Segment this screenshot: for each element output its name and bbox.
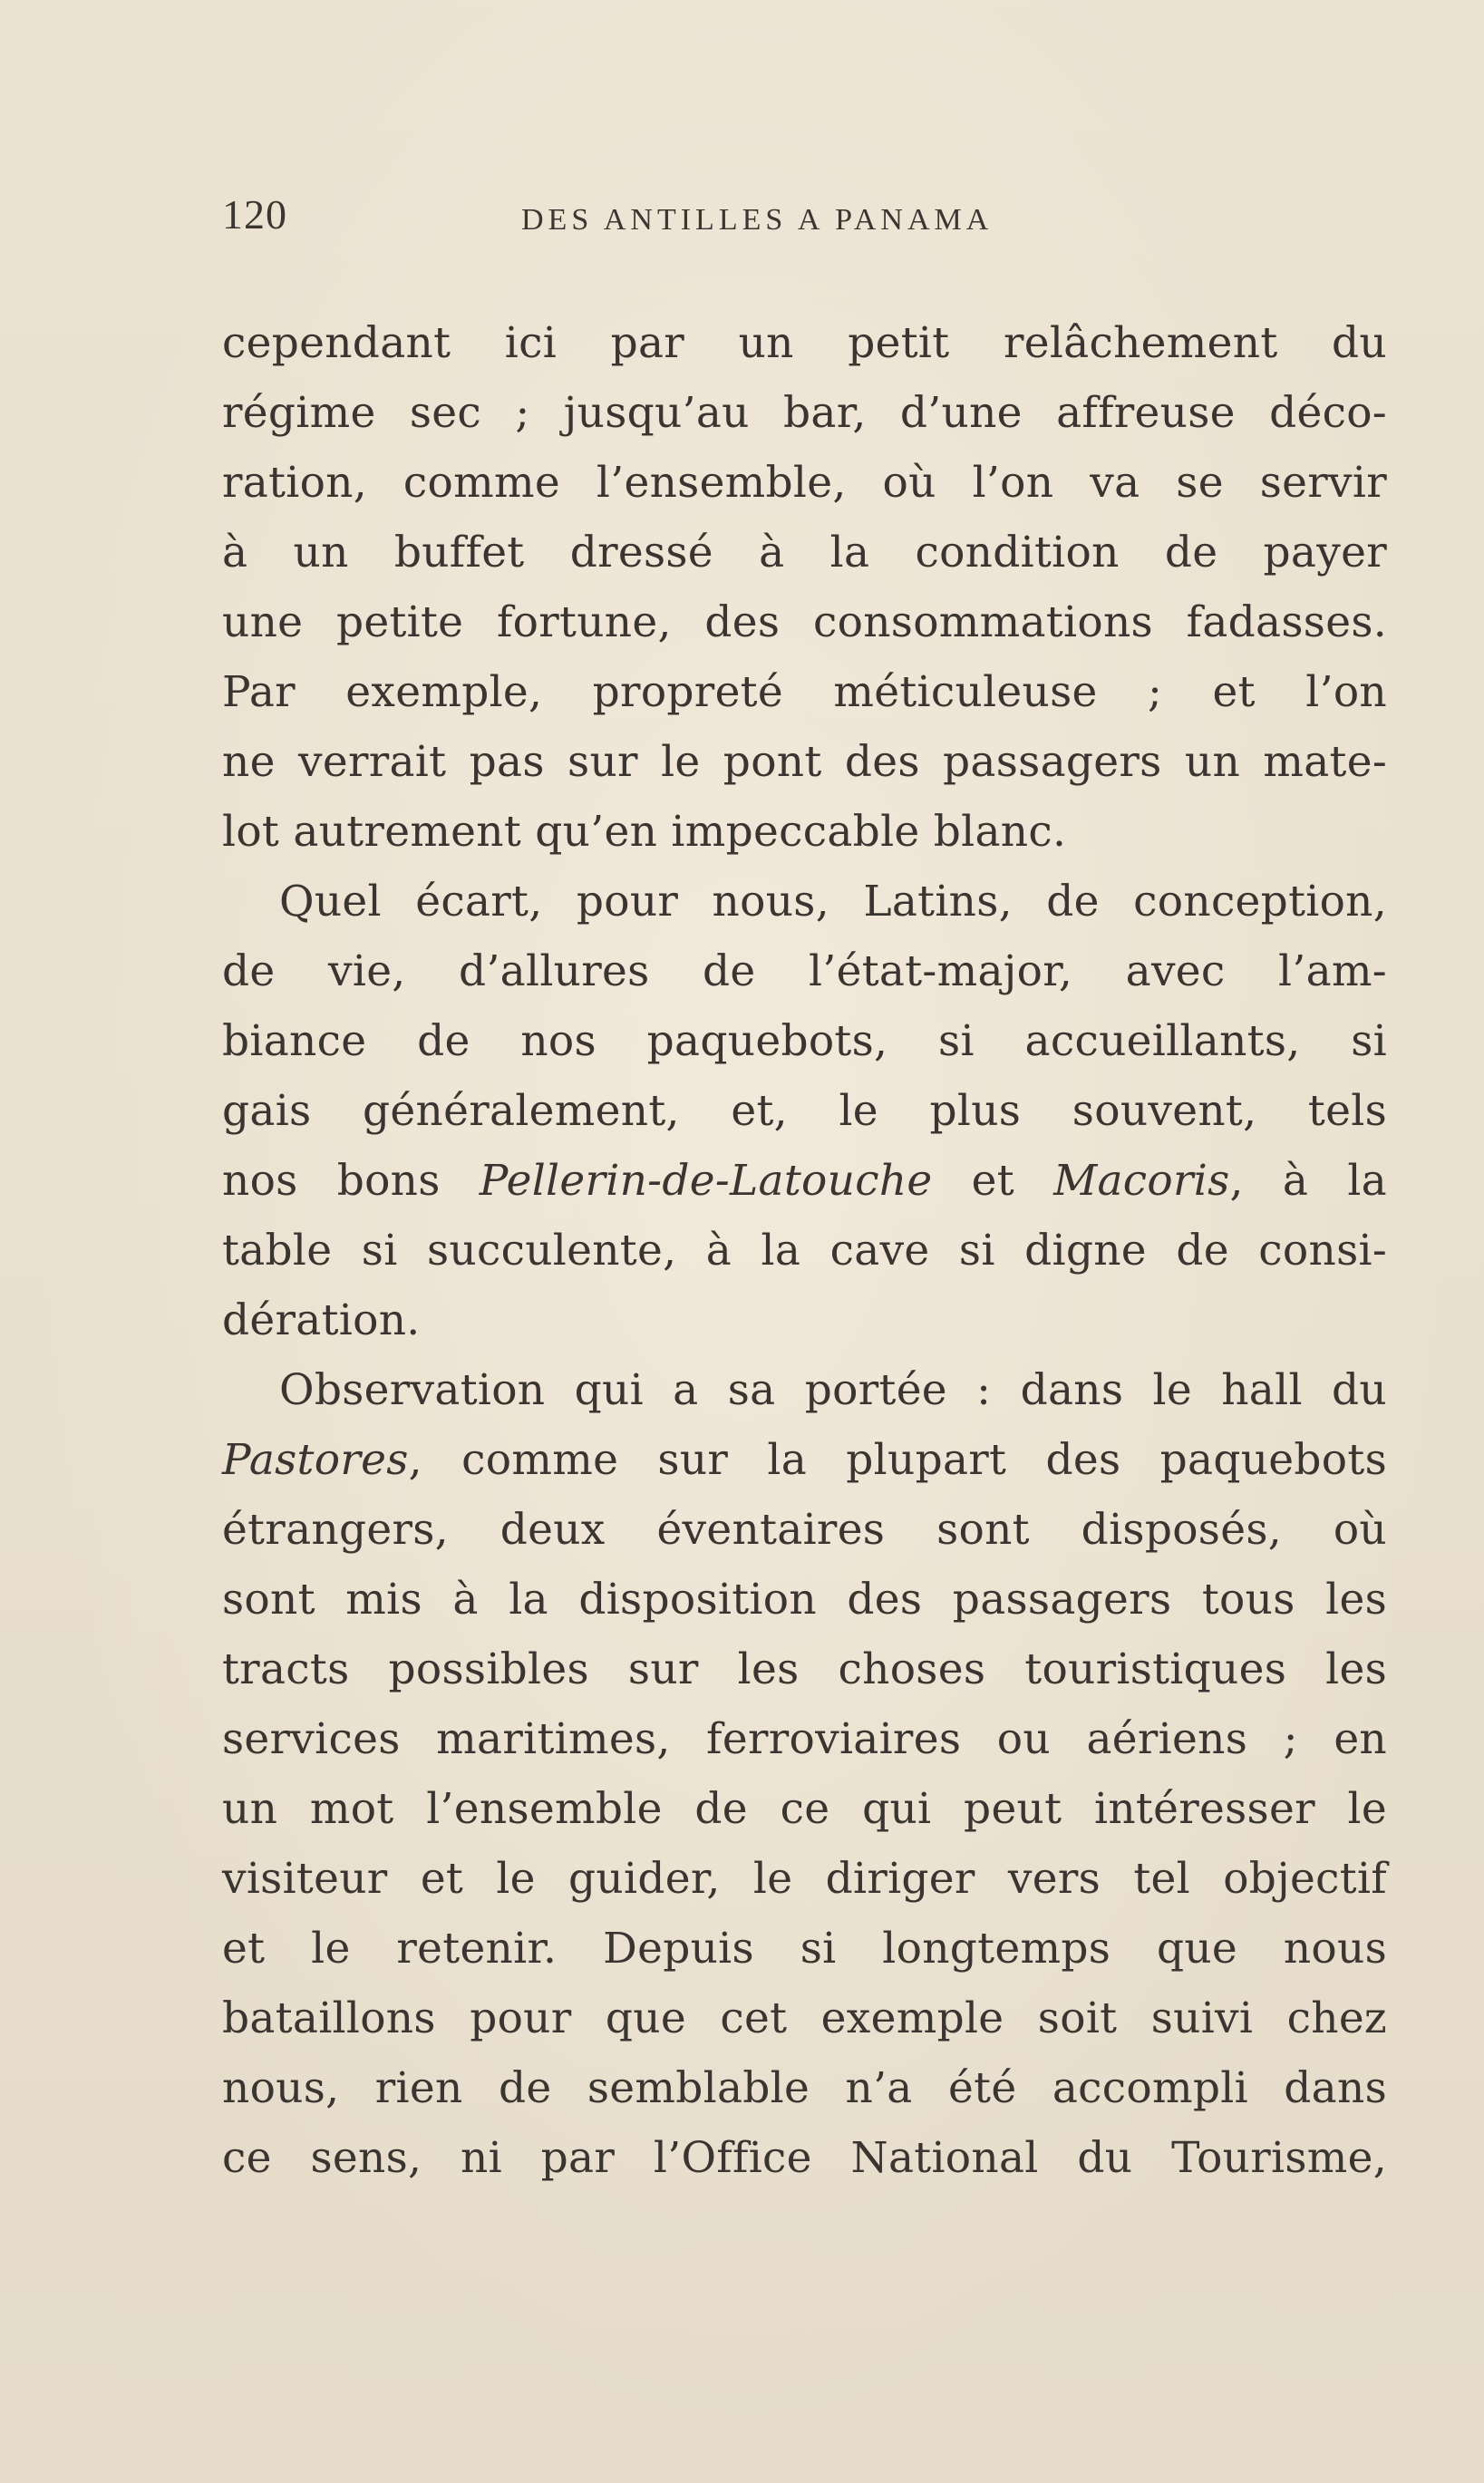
- text-line: Par exemple, propreté méticuleuse ; et l’on: [222, 667, 1387, 717]
- ship-name: Pastores: [222, 1435, 409, 1485]
- text-run: et: [932, 1156, 1054, 1206]
- ship-name: Pellerin-de-Latouche: [479, 1156, 933, 1206]
- page-number: 120: [222, 191, 287, 238]
- text-line: régime sec ; jusqu’au bar, d’une affreuse déco-: [222, 388, 1387, 438]
- text-run: nos bons: [222, 1156, 480, 1206]
- text-line: services maritimes, ferroviaires ou aériens ; en: [222, 1714, 1387, 1764]
- text-line: [222, 1425, 1387, 1495]
- text-run: , comme sur la plupart des paquebots: [408, 1435, 1387, 1485]
- text-line: ration, comme l’ensemble, où l’on va se servir: [222, 458, 1387, 508]
- text-line: [222, 1146, 1387, 1216]
- text-line: cependant ici par un petit relâchement du: [222, 318, 1387, 368]
- text-line: table si succulente, à la cave si digne de consi-: [222, 1226, 1387, 1275]
- text-line: ce sens, ni par l’Office National du Tourisme,: [222, 2133, 1387, 2183]
- text-run: , à la: [1229, 1156, 1387, 1206]
- text-line: étrangers, deux éventaires sont disposés, où: [222, 1505, 1387, 1555]
- text-line: dération.: [222, 1295, 421, 1345]
- text-line: nous, rien de semblable n’a été accompli dans: [222, 2063, 1387, 2113]
- running-title: DES ANTILLES A PANAMA: [521, 203, 994, 237]
- text-line: à un buffet dressé à la condition de payer: [222, 528, 1387, 577]
- ship-name: Macoris: [1053, 1156, 1230, 1206]
- text-line: lot autrement qu’en impeccable blanc.: [222, 807, 1067, 857]
- running-head: [222, 190, 1387, 254]
- text-line: un mot l’ensemble de ce qui peut intéresser le: [222, 1784, 1387, 1834]
- text-line: visiteur et le guider, le diriger vers tel objectif: [222, 1854, 1387, 1904]
- body-text: [222, 308, 1387, 2193]
- text-line: sont mis à la disposition des passagers tous les: [222, 1575, 1387, 1625]
- text-line: une petite fortune, des consommations fadasses.: [222, 597, 1387, 647]
- text-line: ne verrait pas sur le pont des passagers un mate-: [222, 737, 1387, 787]
- text-line: Observation qui a sa portée : dans le hall du: [279, 1365, 1387, 1415]
- text-line: bataillons pour que cet exemple soit suivi chez: [222, 1993, 1387, 2043]
- text-line: de vie, d’allures de l’état-major, avec l’am-: [222, 946, 1387, 996]
- text-line: et le retenir. Depuis si longtemps que nous: [222, 1924, 1387, 1974]
- text-line: biance de nos paquebots, si accueillants, si: [222, 1016, 1387, 1066]
- text-line: tracts possibles sur les choses touristiques les: [222, 1644, 1387, 1694]
- text-line: Quel écart, pour nous, Latins, de conception,: [279, 877, 1387, 926]
- text-line: gais généralement, et, le plus souvent, tels: [222, 1086, 1387, 1136]
